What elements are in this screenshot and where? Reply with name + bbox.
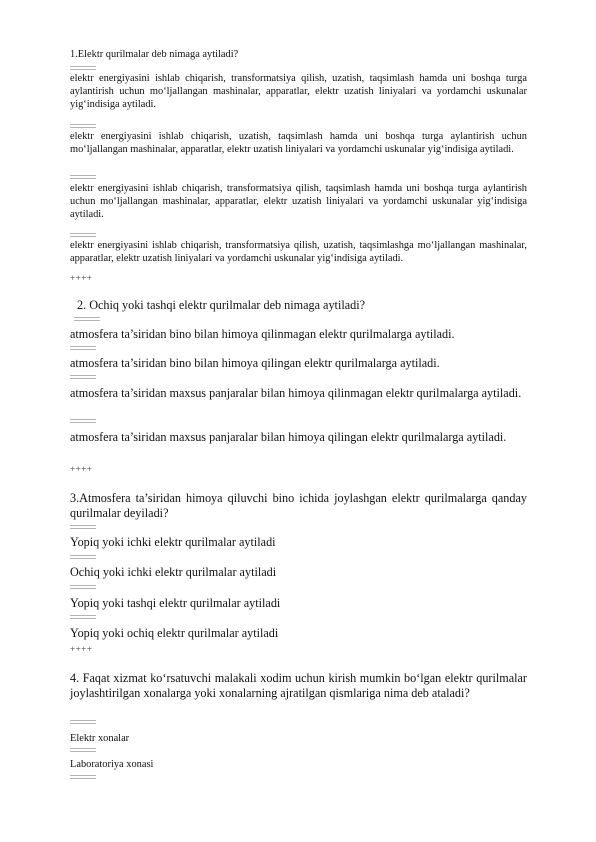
question-1-option-1: elektr energiyasini ishlab chiqarish, transformatsiya qilish, uzatish, taqsimlash hamda uni boshqa turga aylantirish uchun mo‘ljallangan mashinalar, apparatlar, elektr uzatish liniyalari va yordamchi uskunalar yig‘indisiga aytiladi. (70, 73, 527, 111)
question-2-option-3: atmosfera ta’siridan maxsus panjaralar bilan himoya qilinmagan elektr qurilmalarga aytiladi. (70, 386, 522, 400)
end-marker: ++++ (70, 273, 93, 283)
separator (70, 233, 96, 237)
question-3-option-3: Yopiq yoki tashqi elektr qurilmalar aytiladi (70, 596, 281, 610)
question-1-option-2: elektr energiyasini ishlab chiqarish, uzatish, taqsimlash hamda uni boshqa turga aylantirish uchun mo‘ljallangan mashinalar, apparatlar, elektr uzatish liniyalari va yordamchi uskunalar yig‘indisiga aytiladi. (70, 131, 527, 156)
separator (74, 317, 100, 321)
question-1-text: 1.Elektr qurilmalar deb nimaga aytiladi? (70, 49, 239, 60)
separator (70, 615, 96, 619)
question-4-option-2: Laboratoriya xonasi (70, 759, 154, 770)
separator (70, 124, 96, 128)
question-1-option-4: elektr energiyasini ishlab chiqarish, transformatsiya qilish, uzatish, taqsimlashga mo‘ljallangan mashinalar, apparatlar, elektr uzatish liniyalari va yordamchi uskunalar yig‘indisiga aytiladi. (70, 240, 527, 265)
question-4-text: 4. Faqat xizmat ko‘rsatuvchi malakali xodim uchun kirish mumkin bo‘lgan elektr qurilmalar joylashtirilgan xonalarga yoki xonalarning ajratilgan qismlariga nima deb ataladi? (70, 671, 527, 700)
separator (70, 555, 96, 559)
separator (70, 419, 96, 423)
separator (70, 775, 96, 779)
separator (70, 720, 96, 724)
question-2-option-2: atmosfera ta’siridan bino bilan himoya qilingan elektr qurilmalarga aytiladi. (70, 356, 440, 370)
question-3-option-1: Yopiq yoki ichki elektr qurilmalar aytiladi (70, 535, 276, 549)
question-3-option-2: Ochiq yoki ichki elektr qurilmalar aytiladi (70, 565, 277, 579)
end-marker: ++++ (70, 644, 93, 654)
question-2-option-4: atmosfera ta’siridan maxsus panjaralar bilan himoya qilingan elektr qurilmalarga aytiladi. (70, 430, 507, 444)
question-1-option-3: elektr energiyasini ishlab chiqarish, transformatsiya qilish, taqsimlash hamda uni boshqa turga aylantirish uchun mo‘ljallangan mashinalar, apparatlar, elektr uzatish liniyalari va yordamchi uskunalar yig‘indisiga aytiladi. (70, 183, 527, 221)
separator (70, 585, 96, 589)
separator (70, 175, 96, 179)
separator (70, 525, 96, 529)
question-2-text: 2. Ochiq yoki tashqi elektr qurilmalar deb nimaga aytiladi? (77, 298, 366, 312)
question-4-option-1: Elektr xonalar (70, 733, 130, 744)
end-marker: ++++ (70, 464, 93, 474)
separator (70, 748, 96, 752)
question-2-option-1: atmosfera ta’siridan bino bilan himoya qilinmagan elektr qurilmalarga aytiladi. (70, 327, 455, 341)
separator (70, 66, 96, 70)
separator (70, 375, 96, 379)
separator (70, 346, 96, 350)
question-3-text: 3.Atmosfera ta’siridan himoya qiluvchi bino ichida joylashgan elektr qurilmalarga qanday qurilmalar deyiladi? (70, 491, 527, 520)
question-3-option-4: Yopiq yoki ochiq elektr qurilmalar aytiladi (70, 626, 279, 640)
